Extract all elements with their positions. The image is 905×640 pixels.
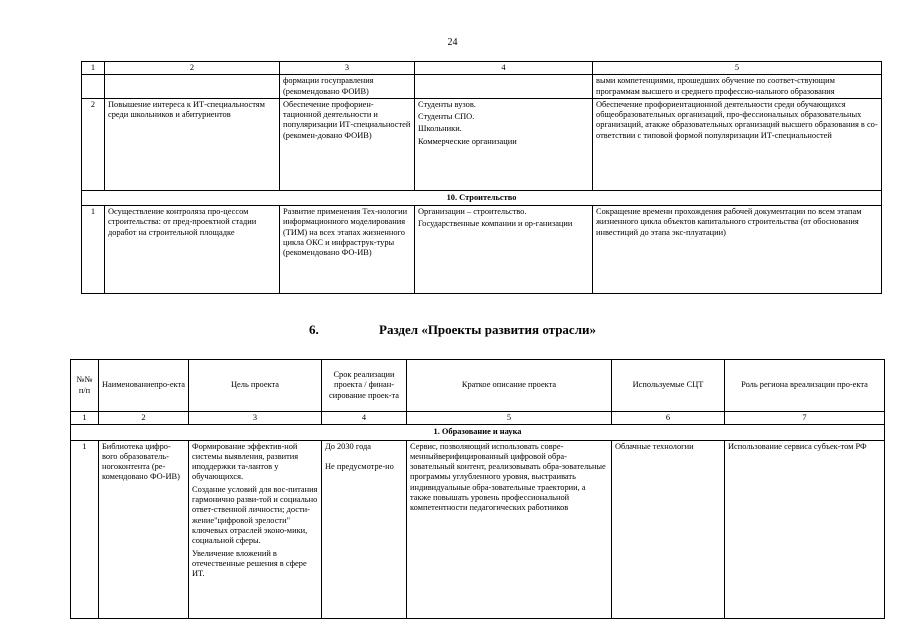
table1-colnum-4: 4 xyxy=(415,62,593,75)
table1-row2-c3: Обеспечение профориен-тационной деятельности и популяризации ИТ-специальностей (рекомен-довано ФОИВ) xyxy=(280,98,415,190)
table1-row3-num: 1 xyxy=(82,206,105,294)
table2-header-goal: Цель проекта xyxy=(189,360,322,412)
table2-header-description: Краткое описание проекта xyxy=(407,360,612,412)
table2-row1-description: Сервис, позволяющий использовать совре-менныйверифицированный цифровой обра-зовательный контент, реализовывать обра-зовательные программы углубленного уровня, выстраивать индивидуальные обра-зовательные траектории, а также повышать уровень профессиональной компетентности педагогических работников xyxy=(407,440,612,618)
table1-cont-c3: формации госуправления (рекомендовано ФОИВ) xyxy=(280,75,415,99)
table1-cont-c1 xyxy=(82,75,105,99)
table2-row1-tech: Облачные технологии xyxy=(612,440,725,618)
table1-section-row xyxy=(82,190,882,205)
table2-colnum-5: 5 xyxy=(407,412,612,425)
table2-colnum-2: 2 xyxy=(99,412,189,425)
table2-colnum-1: 1 xyxy=(71,412,99,425)
table2-row1-role: Использование сервиса субъек-том РФ xyxy=(725,440,885,618)
table1-colnum-3: 3 xyxy=(280,62,415,75)
table1-row3-c5: Сокращение времени прохождения рабочей документации по всем этапам жизненного цикла объектов капитального строительства (от обоснования инвестиций до этапа экс-плуатации) xyxy=(593,206,882,294)
section-number: 6. xyxy=(309,322,319,337)
table2-colnum-4: 4 xyxy=(322,412,407,425)
section-heading xyxy=(0,322,905,338)
industry-projects-table xyxy=(70,359,885,619)
table2-row1-term: До 2030 года Не предусмотре-но xyxy=(322,440,407,618)
table1-row2-c4: Студенты вузов. Студенты СПО. Школьники. Коммерческие организации xyxy=(415,98,593,190)
table1-row3-c2: Осуществление контроляза про-цессом строительства: от пред-проектной стадии доработ на строительной площадке xyxy=(105,206,280,294)
table2-header-name: Наименованиепро-екта xyxy=(99,360,189,412)
table2-colnum-7: 7 xyxy=(725,412,885,425)
table2-header-term: Срок реализации проекта / финан-сирование проек-та xyxy=(322,360,407,412)
table-row xyxy=(82,206,882,294)
table2-section-row xyxy=(71,425,885,440)
table1-colnum-row xyxy=(82,62,882,75)
table2-row1-name: Библиотека цифро-вого образователь-ногоконтента (ре-комендовано ФО-ИВ) xyxy=(99,440,189,618)
table1-cont-c2 xyxy=(105,75,280,99)
table2-row1-goals: Формирование эффектив-ной системы выявления, развития иподдержки та-лантов у обучающихся. Создание условий для вос-питания гармонично разви-той и социально ответ-ственной личности; дости-жение"цифровой зрелости" ключевых отраслей эконо-мики, социальной сферы. Увеличение вложений в отечественные решения в сфере ИТ. xyxy=(189,440,322,618)
table1-cont-c4 xyxy=(415,75,593,99)
table2-colnum-6: 6 xyxy=(612,412,725,425)
table1-row2-c2: Повышение интереса к ИТ-специальностям среди школьников и абитуриентов xyxy=(105,98,280,190)
table2-section-title: 1. Образование и наука xyxy=(71,425,885,440)
table2-colnum-3: 3 xyxy=(189,412,322,425)
table1-cont-c5: выми компетенциями, прошедших обучение по соответ-ствующим программам высшего и среднего профессио-нального образования xyxy=(593,75,882,99)
table1-colnum-5: 5 xyxy=(593,62,882,75)
table2-header-row xyxy=(71,360,885,412)
table1-row3-c4: Организации – строительство. Государственные компании и ор-ганизации xyxy=(415,206,593,294)
table1-row2-c5: Обеспечение профориентационной деятельности среди обучающихся общеобразовательных организаций, про-фессиональных образовательных организаций, атакже образовательных организаций высшего образования в со-ответствии с типовой формой популяризации ИТ-специальностей xyxy=(593,98,882,190)
table2-header-role: Роль региона вреализации про-екта xyxy=(725,360,885,412)
section-title: Раздел «Проекты развития отрасли» xyxy=(379,322,596,337)
table2-header-num: №№ п/п xyxy=(71,360,99,412)
table-row xyxy=(71,440,885,618)
table1-row2-num: 2 xyxy=(82,98,105,190)
table1-section-title: 10. Строительство xyxy=(82,190,882,205)
table2-colnum-row xyxy=(71,412,885,425)
page-number: 24 xyxy=(447,37,458,48)
table2-header-tech: Используемые СЦТ xyxy=(612,360,725,412)
industry-tasks-table xyxy=(81,61,882,294)
table1-row3-c3: Развитие применения Тех-нологии информационного моделирования (ТИМ) на всех этапах жизненного цикла ОКС и инфраструк-туры (рекомендовано ФО-ИВ) xyxy=(280,206,415,294)
table2-row1-num: 1 xyxy=(71,440,99,618)
table-row xyxy=(82,75,882,99)
table1-colnum-1: 1 xyxy=(82,62,105,75)
table-row xyxy=(82,98,882,190)
table1-colnum-2: 2 xyxy=(105,62,280,75)
